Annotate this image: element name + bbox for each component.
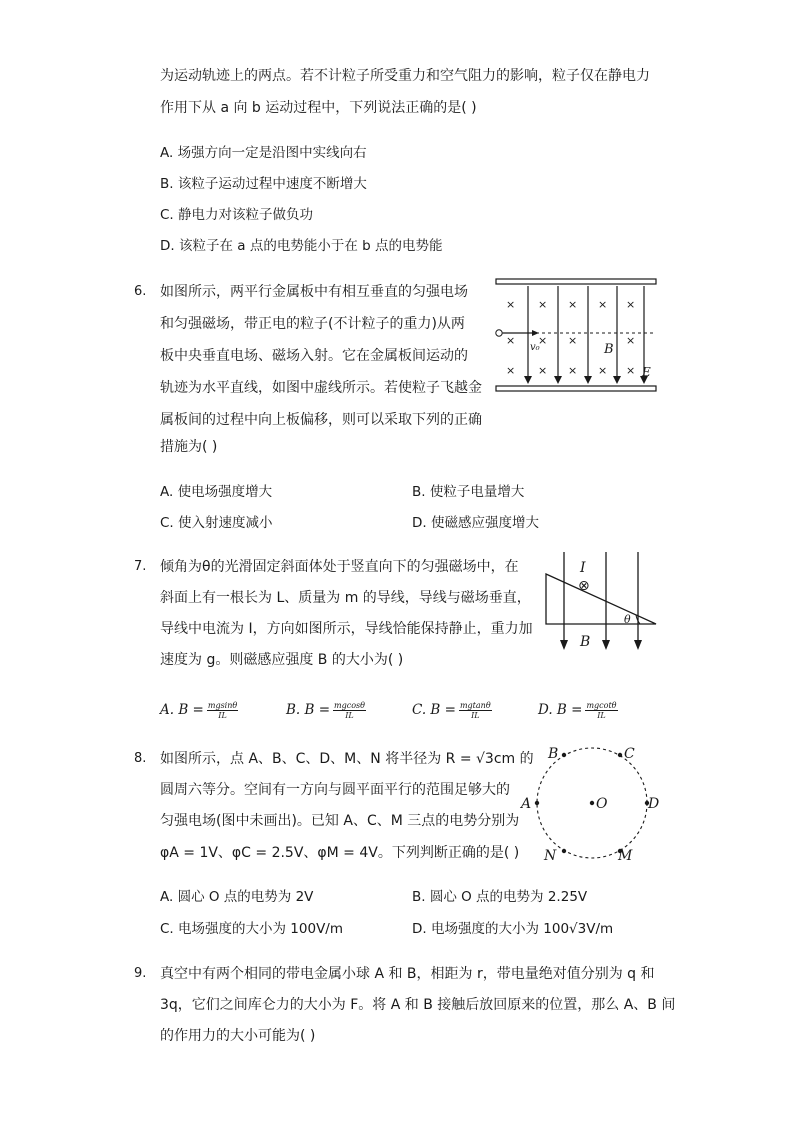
q7-option-a (160, 700, 238, 720)
q7-option-a-label: A. B = (160, 702, 204, 718)
label-c: C (624, 746, 635, 762)
cross-mark: × (506, 364, 516, 377)
cross-mark: × (568, 298, 578, 311)
q8-stem-line-1: 如图所示，点 A、B、C、D、M、N 将半径为 R = √3cm 的 (160, 751, 534, 767)
current-into-page-icon: ⊗ (578, 578, 590, 594)
field-arrowheads (524, 376, 648, 384)
q6-stem-line-1: 如图所示，两平行金属板中有相互垂直的匀强电场 (160, 284, 468, 300)
label-a: A (521, 796, 532, 812)
cross-mark: × (506, 334, 516, 347)
upper-plate (496, 279, 656, 284)
cross-mark: × (506, 298, 516, 311)
q6-option-d: D. 使磁感应强度增大 (412, 515, 539, 531)
q6-stem-line-5: 属板间的过程中向上板偏移，则可以采取下列的正确 (160, 412, 482, 428)
q8-stem-line-3: 匀强电场(图中未画出)。已知 A、C、M 三点的电势分别为 (160, 813, 520, 829)
cross-mark: × (538, 298, 548, 311)
q6-option-c: C. 使入射速度减小 (160, 515, 273, 531)
cross-mark: × (568, 364, 578, 377)
q7-option-b (286, 700, 366, 720)
cross-mark: × (626, 334, 636, 347)
magnetic-field-crosses (506, 298, 635, 377)
cross-mark: × (626, 364, 636, 377)
q9-number: 9. (134, 966, 147, 981)
q7-option-b-fraction: $\frac{mgcos\theta}{IL}$ (334, 700, 365, 720)
q5-option-d: D. 该粒子在 a 点的电势能小于在 b 点的电势能 (160, 238, 443, 254)
circle-points (535, 753, 649, 853)
q8-option-b: B. 圆心 O 点的电势为 2.25V (412, 889, 588, 905)
q6-option-a: A. 使电场强度增大 (160, 484, 273, 500)
v0-label: v₀ (530, 342, 540, 353)
q6-stem-line-4: 轨迹为水平直线，如图中虚线所示。若使粒子飞越金 (160, 380, 482, 396)
point-a (535, 801, 539, 805)
label-o: O (596, 796, 608, 812)
q5-stem-line-2: 作用下从 a 向 b 运动过程中，下列说法正确的是( ) (160, 100, 477, 116)
q8-option-c: C. 电场强度的大小为 100V/m (160, 921, 344, 937)
q5-option-c: C. 静电力对该粒子做负功 (160, 207, 314, 223)
q6-stem-line-3: 板中央垂直电场、磁场入射。它在金属板间运动的 (160, 348, 468, 364)
q7-figure (540, 548, 660, 658)
q7-option-b-label: B. B = (286, 702, 331, 718)
q5-option-a: A. 场强方向一定是沿图中实线向右 (160, 145, 367, 161)
q8-option-d: D. 电场强度的大小为 100√3V/m (412, 921, 614, 937)
q7-option-d-label: D. B = (538, 702, 583, 718)
b-field-label: B (580, 634, 591, 650)
e-label: E (642, 365, 651, 379)
q7-option-a-fraction: $\frac{mgsin\theta}{IL}$ (207, 700, 238, 720)
q9-stem-line-1: 真空中有两个相同的带电金属小球 A 和 B，相距为 r，带电量绝对值分别为 q 和 (160, 966, 655, 982)
cross-mark: × (538, 334, 548, 347)
lower-plate (496, 386, 656, 391)
particle (496, 330, 502, 336)
point-c (618, 753, 622, 757)
q7-option-d-fraction: $\frac{mgcot\theta}{IL}$ (586, 700, 617, 720)
q8-stem-line-4: φA = 1V、φC = 2.5V、φM = 4V。下列判断正确的是( ) (160, 845, 520, 861)
cross-mark: × (626, 298, 636, 311)
q7-stem-line-1: 倾角为θ的光滑固定斜面体处于竖直向下的匀强磁场中，在 (160, 559, 519, 575)
cross-mark: × (598, 298, 608, 311)
label-n: N (544, 848, 557, 864)
current-label: I (580, 560, 586, 576)
q5-option-b: B. 该粒子运动过程中速度不断增大 (160, 176, 367, 192)
q6-stem-line-6: 措施为( ) (160, 439, 218, 455)
incline (546, 574, 656, 624)
label-b: B (548, 746, 559, 762)
theta-label: θ (624, 613, 631, 626)
q8-number: 8. (134, 751, 147, 766)
q7-stem-line-2: 斜面上有一根长为 L、质量为 m 的导线，导线与磁场垂直， (160, 590, 531, 606)
q6-figure (492, 276, 660, 396)
b-label: B (604, 342, 614, 357)
q6-number: 6. (134, 284, 147, 299)
cross-mark: × (598, 364, 608, 377)
q8-figure (516, 742, 662, 866)
cross-mark: × (538, 364, 548, 377)
label-d: D (648, 796, 660, 812)
q7-option-c (412, 700, 492, 720)
q7-number: 7. (134, 559, 147, 574)
point-b (562, 753, 566, 757)
label-m: M (618, 848, 633, 864)
cross-mark: × (568, 334, 578, 347)
q8-stem-line-2: 圆周六等分。空间有一方向与圆平面平行的范围足够大的 (160, 782, 510, 798)
q7-stem-line-4: 速度为 g。则磁感应强度 B 的大小为( ) (160, 652, 404, 668)
q8-option-a: A. 圆心 O 点的电势为 2V (160, 889, 314, 905)
q7-option-d (538, 700, 618, 720)
q7-stem-line-3: 导线中电流为 I，方向如图所示，导线恰能保持静止，重力加 (160, 621, 533, 637)
q7-option-c-fraction: $\frac{mgtan\theta}{IL}$ (459, 700, 491, 720)
q9-stem-line-2: 3q，它们之间库仑力的大小为 F。将 A 和 B 接触后放回原来的位置，那么 A、B 间 (160, 997, 676, 1013)
q5-stem-line-1: 为运动轨迹上的两点。若不计粒子所受重力和空气阻力的影响，粒子仅在静电力 (160, 68, 650, 84)
q7-option-c-label: C. B = (412, 702, 456, 718)
q9-stem-line-3: 的作用力的大小可能为( ) (160, 1028, 316, 1044)
point-n (562, 849, 566, 853)
point-o (590, 801, 594, 805)
q6-stem-line-2: 和匀强磁场，带正电的粒子(不计粒子的重力)从两 (160, 316, 465, 332)
q6-option-b: B. 使粒子电量增大 (412, 484, 525, 500)
